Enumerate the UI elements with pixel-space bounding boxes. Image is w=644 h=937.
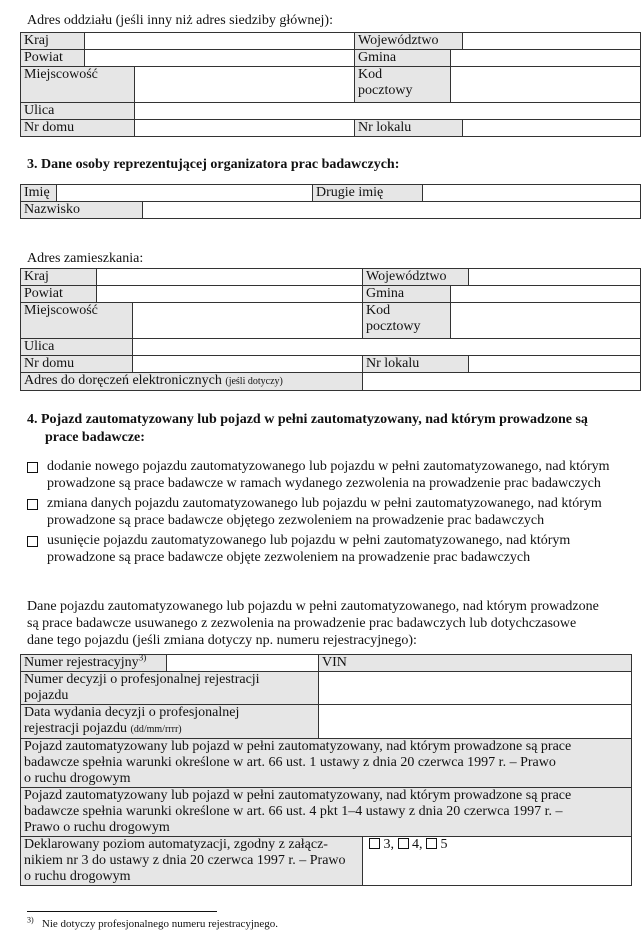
label-gmina: Gmina xyxy=(355,50,451,67)
adres-el-note: (jeśli dotyczy) xyxy=(225,376,283,387)
poziom-line1: Deklarowany poziom automatyzacji, zgodny z załącz- xyxy=(24,837,328,852)
field-ulica[interactable] xyxy=(133,339,641,356)
field-powiat[interactable] xyxy=(97,286,363,303)
footnote-text: Nie dotyczy profesjonalnego numeru rejestracyjnego. xyxy=(41,918,279,930)
art2-line1: Pojazd zautomatyzowany lub pojazd w pełni zautomatyzowany, nad którym prowadzone są prace xyxy=(24,788,572,803)
field-powiat[interactable] xyxy=(85,50,355,67)
field-miejscowosc[interactable] xyxy=(133,303,363,339)
label-nr-decyzji xyxy=(21,672,319,705)
checkbox-icon[interactable] xyxy=(27,462,38,473)
label-art66-ust1 xyxy=(21,739,632,788)
level-5-label: 5 xyxy=(440,837,448,852)
field-kod-pocztowy[interactable] xyxy=(451,303,641,339)
checkbox-icon[interactable] xyxy=(27,536,38,547)
section4-heading-line2: prace badawcze: xyxy=(45,430,145,445)
art2-line3: Prawo o ruchu drogowym xyxy=(24,820,170,835)
label-poziom-automatyzacji xyxy=(21,837,363,886)
vehicle-table xyxy=(20,654,632,886)
label-miejscowosc: Miejscowość xyxy=(21,67,135,103)
footnote-divider xyxy=(27,911,217,912)
field-gmina[interactable] xyxy=(451,50,641,67)
field-kod-pocztowy[interactable] xyxy=(451,67,641,103)
field-nr-lokalu[interactable] xyxy=(463,120,641,137)
checkbox-icon[interactable] xyxy=(369,838,380,849)
poziom-line3: o ruchu drogowym xyxy=(24,869,131,884)
vehicle-data-intro xyxy=(27,598,633,649)
option-add-line2: prowadzone są prace badawcze w ramach wydanego zezwolenia na prowadzenie prac badawczych xyxy=(47,476,601,491)
label-vin: VIN xyxy=(319,655,632,672)
branch-address-table xyxy=(20,32,641,137)
field-nr-lokalu[interactable] xyxy=(469,356,641,373)
label-nr-domu: Nr domu xyxy=(21,356,133,373)
label-nr-rejestracyjny xyxy=(21,652,167,672)
field-wojewodztwo[interactable] xyxy=(469,269,641,286)
label-data-decyzji xyxy=(21,705,319,739)
option-add-vehicle[interactable] xyxy=(27,458,633,492)
checkbox-icon[interactable] xyxy=(27,499,38,510)
intro-line3: dane tego pojazdu (jeśli zmiana dotyczy np. numeru rejestracyjnego): xyxy=(27,633,417,648)
footnote xyxy=(27,915,279,931)
option-remove-vehicle[interactable] xyxy=(27,532,633,566)
option-change-vehicle[interactable] xyxy=(27,495,633,529)
field-kraj[interactable] xyxy=(97,269,363,286)
field-kraj[interactable] xyxy=(85,33,355,50)
label-drugie-imie: Drugie imię xyxy=(313,185,423,202)
checkbox-icon[interactable] xyxy=(398,838,409,849)
field-gmina[interactable] xyxy=(451,286,641,303)
field-imie[interactable] xyxy=(57,185,313,202)
field-nazwisko[interactable] xyxy=(143,202,641,219)
poziom-line2: nikiem nr 3 do ustawy z dnia 20 czerwca 1997 r. – Prawo xyxy=(24,853,346,868)
residence-table xyxy=(20,268,641,391)
section3-heading: 3. Dane osoby reprezentującej organizatora prac badawczych: xyxy=(27,157,400,172)
label-wojewodztwo: Województwo xyxy=(355,33,463,50)
field-adres-elektroniczny[interactable] xyxy=(363,373,641,391)
label-kraj: Kraj xyxy=(21,269,97,286)
label-ulica: Ulica xyxy=(21,103,135,120)
section4-heading-line1: 4. Pojazd zautomatyzowany lub pojazd w pełni zautomatyzowany, nad którym prowadzone są xyxy=(27,412,588,427)
kod-line1: Kod xyxy=(358,67,383,82)
option-change-line1: zmiana danych pojazdu zautomatyzowanego lub pojazdu w pełni zautomatyzowanego, nad którym xyxy=(47,496,602,511)
person-table xyxy=(20,184,641,219)
data-line1: Data wydania decyzji o profesjonalnej xyxy=(24,705,240,720)
intro-line2: są prace badawcze usuwanego z zezwolenia na prowadzenie prac badawczych lub dotychczasowe xyxy=(27,616,577,631)
branch-address-heading: Adres oddziału (jeśli inny niż adres siedziby głównej): xyxy=(27,13,333,28)
label-gmina: Gmina xyxy=(363,286,451,303)
art1-line3: o ruchu drogowym xyxy=(24,771,131,786)
label-kod-pocztowy xyxy=(363,303,451,339)
checkbox-icon[interactable] xyxy=(426,838,437,849)
adres-el-text: Adres do doręczeń elektronicznych xyxy=(24,373,222,388)
field-ulica[interactable] xyxy=(135,103,641,120)
label-art66-ust4 xyxy=(21,788,632,837)
field-miejscowosc[interactable] xyxy=(135,67,355,103)
label-nazwisko: Nazwisko xyxy=(21,202,143,219)
label-powiat: Powiat xyxy=(21,50,85,67)
art1-line2: badawcze spełnia warunki określone w art. 66 ust. 1 ustawy z dnia 20 czerwca 1997 r. – Prawo xyxy=(24,755,556,770)
field-poziom-automatyzacji xyxy=(363,837,632,886)
field-wojewodztwo[interactable] xyxy=(463,33,641,50)
intro-line1: Dane pojazdu zautomatyzowanego lub pojazdu w pełni zautomatyzowanego, nad którym prowadzone xyxy=(27,599,599,614)
kod-line2: pocztowy xyxy=(366,319,421,334)
level-4-label: 4, xyxy=(412,837,423,852)
option-add-line1: dodanie nowego pojazdu zautomatyzowanego lub pojazdu w pełni zautomatyzowanego, nad którym xyxy=(47,459,610,474)
option-remove-line2: prowadzone są prace badawcze objęte zezwoleniem na prowadzenie prac badawczych xyxy=(47,550,531,565)
label-powiat: Powiat xyxy=(21,286,97,303)
nr-rej-text: Numer rejestracyjny xyxy=(24,655,139,670)
label-ulica: Ulica xyxy=(21,339,133,356)
level-3-label: 3, xyxy=(383,837,394,852)
kod-line1: Kod xyxy=(366,303,391,318)
label-nr-domu: Nr domu xyxy=(21,120,135,137)
field-nr-rejestracyjny[interactable] xyxy=(167,655,319,672)
level-4-option[interactable] xyxy=(398,837,423,852)
field-nr-domu[interactable] xyxy=(135,120,355,137)
field-data-decyzji[interactable] xyxy=(319,705,632,739)
label-kod-pocztowy xyxy=(355,67,451,103)
label-nr-lokalu: Nr lokalu xyxy=(363,356,469,373)
label-adres-elektroniczny xyxy=(21,373,363,391)
field-nr-decyzji[interactable] xyxy=(319,672,632,705)
data-line2: rejestracji pojazdu xyxy=(24,721,128,736)
decyzja-line2: pojazdu xyxy=(24,688,69,703)
residence-heading: Adres zamieszkania: xyxy=(27,251,144,266)
art1-line1: Pojazd zautomatyzowany lub pojazd w pełni zautomatyzowany, nad którym prowadzone są prace xyxy=(24,739,572,754)
label-kraj: Kraj xyxy=(21,33,85,50)
option-remove-line1: usunięcie pojazdu zautomatyzowanego lub pojazdu w pełni zautomatyzowanego, nad którym xyxy=(47,533,571,548)
date-format-note: (dd/mm/rrrr) xyxy=(130,724,182,735)
label-imie: Imię xyxy=(21,185,57,202)
footnote-mark: 3) xyxy=(27,915,34,925)
field-drugie-imie[interactable] xyxy=(423,185,641,202)
label-wojewodztwo: Województwo xyxy=(363,269,469,286)
footnote-ref: 3) xyxy=(138,652,147,663)
level-3-option[interactable] xyxy=(369,837,394,852)
label-nr-lokalu: Nr lokalu xyxy=(355,120,463,137)
option-change-line2: prowadzone są prace badawcze objętego zezwoleniem na prowadzenie prac badawczych xyxy=(47,513,545,528)
field-nr-domu[interactable] xyxy=(133,356,363,373)
label-miejscowosc: Miejscowość xyxy=(21,303,133,339)
level-5-option[interactable] xyxy=(426,837,448,852)
art2-line2: badawcze spełnia warunki określone w art. 66 ust. 4 pkt 1–4 ustawy z dnia 20 czerwca 1997 r. – xyxy=(24,804,563,819)
kod-line2: pocztowy xyxy=(358,83,413,98)
decyzja-line1: Numer decyzji o profesjonalnej rejestracji xyxy=(24,672,260,687)
